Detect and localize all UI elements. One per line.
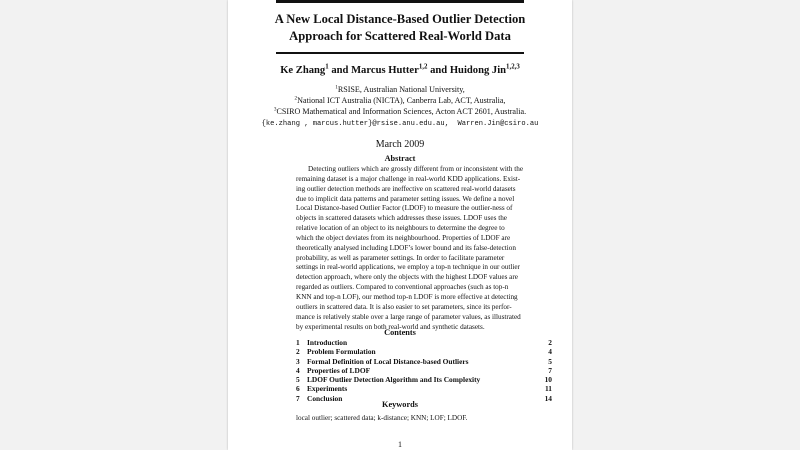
toc-title: Experiments: [307, 384, 348, 394]
toc-title: Introduction: [307, 338, 348, 347]
toc-page: 2: [548, 338, 552, 347]
abstract-line: remaining dataset is a major challenge in real-world KDD applications. Exist-: [296, 174, 521, 183]
author-1: Ke Zhang: [280, 65, 326, 76]
toc-number: 4: [296, 365, 300, 375]
affiliation-3-text: CSIRO Mathematical and Information Sciences, Acton ACT 2601, Australia.: [276, 107, 527, 116]
affiliation-2: [244, 96, 556, 106]
abstract-line: by experimental results on both real-world and synthetic datasets.: [296, 322, 485, 331]
affiliation-3-sup: 3: [273, 106, 277, 113]
toc-number: 7: [296, 393, 300, 403]
top-rule: [276, 0, 524, 3]
toc-page: 5: [548, 356, 552, 366]
affiliation-2-text: National ICT Australia (NICTA), Canberra Lab, ACT, Australia,: [297, 96, 506, 105]
abstract-line: outliers in scattered data. It is also easier to set parameters, since its perfor-: [296, 302, 512, 311]
author-2-sup: 1,2: [418, 63, 428, 71]
abstract-line: objects in scattered datasets which addresses these issues. LDOF uses the: [296, 214, 507, 223]
paper-page: [228, 0, 572, 450]
toc-page: 7: [548, 365, 552, 375]
affiliation-1: [244, 85, 556, 95]
abstract-line: theoretically analysed including LDOF’s lower bound and its false-detection: [296, 243, 516, 252]
toc-title: Conclusion: [307, 393, 343, 403]
toc-number: 6: [296, 384, 300, 394]
paper-date: March 2009: [375, 139, 425, 150]
keywords-text: local outlier; scattered data; k-distance; KNN; LOF; LDOF.: [296, 414, 468, 422]
toc-entry[interactable]: [296, 375, 552, 384]
abstract-line: Local Distance-based Outlier Factor (LDOF) to measure the outlier-ness of: [296, 204, 513, 213]
abstract-line: relative location of an object to its neighbours to determine the degree to: [296, 224, 505, 233]
abstract-body: [296, 165, 552, 332]
affiliation-1-sup: 1: [335, 84, 338, 91]
affiliation-3: [244, 107, 556, 117]
affiliation-2-sup: 2: [294, 95, 298, 102]
author-3-sup: 1,2,3: [506, 63, 520, 71]
author-list: [248, 65, 552, 76]
abstract-line: mance is relatively stable over a large range of parameter values, as illustrated: [296, 312, 521, 321]
title-line-2: Approach for Scattered Real-World Data: [289, 29, 511, 43]
toc-entry[interactable]: [296, 347, 552, 356]
title-rule: [276, 52, 524, 54]
toc-title: LDOF Outlier Detection Algorithm and Its Complexity: [307, 375, 481, 385]
abstract-line: due to implicit data patterns and parameter setting issues. We define a novel: [296, 194, 515, 203]
abstract-line: Detecting outliers which are grossly different from or inconsistent with the: [308, 165, 524, 173]
toc-number: 3: [296, 356, 300, 366]
toc-page: 10: [544, 375, 552, 385]
toc-entry[interactable]: [296, 338, 552, 347]
toc-number: 5: [296, 375, 300, 385]
abstract-line: which the object deviates from its neighbourhood. Properties of LDOF are: [296, 233, 511, 242]
title-line-1: A New Local Distance-Based Outlier Detection: [274, 12, 526, 26]
abstract-line: KNN and top-n LOF), our method top-n LDOF is more effective at detecting: [296, 292, 518, 301]
keywords-heading: Keywords: [382, 400, 418, 409]
toc-title: Formal Definition of Local Distance-based Outliers: [307, 356, 469, 366]
author-3: Huidong Jin: [449, 65, 507, 76]
author-emails: {ke.zhang , marcus.hutter}@rsise.anu.edu.au, Warren.Jin@csiro.au: [261, 120, 539, 128]
abstract-line: settings in real-world applications, we employ a top-n technique in our outlier: [296, 263, 520, 272]
toc-entry[interactable]: [296, 366, 552, 375]
toc-entry[interactable]: [296, 384, 552, 393]
toc-page: 11: [545, 384, 552, 394]
abstract-heading: Abstract: [384, 154, 416, 163]
toc-number: 2: [296, 347, 300, 357]
abstract-line: regarded as outliers. Compared to conventional approaches (such as top-n: [296, 283, 509, 292]
toc-title: Problem Formulation: [307, 347, 376, 357]
author-and-1: and: [328, 65, 352, 76]
toc-entry[interactable]: [296, 357, 552, 366]
toc-page: 4: [548, 347, 552, 357]
author-2: Marcus Hutter: [351, 65, 419, 76]
toc-number: 1: [296, 338, 300, 347]
paper-title: [268, 11, 532, 45]
author-1-sup: 1: [325, 63, 329, 71]
author-and-2: and: [427, 65, 450, 76]
abstract-line: probability, as well as parameter settings. In order to facilitate parameter: [296, 253, 505, 262]
contents-heading: Contents: [384, 328, 416, 337]
abstract-line: ing outlier detection methods are ineffective on scattered real-world datasets: [296, 184, 516, 193]
toc-title: Properties of LDOF: [307, 365, 371, 375]
table-of-contents: [296, 338, 552, 403]
affiliation-1-text: RSISE, Australian National University,: [337, 85, 465, 94]
abstract-line: detection approach, where only the objects with the highest LDOF values are: [296, 273, 518, 282]
page-number: 1: [398, 440, 402, 449]
toc-page: 14: [544, 393, 552, 403]
